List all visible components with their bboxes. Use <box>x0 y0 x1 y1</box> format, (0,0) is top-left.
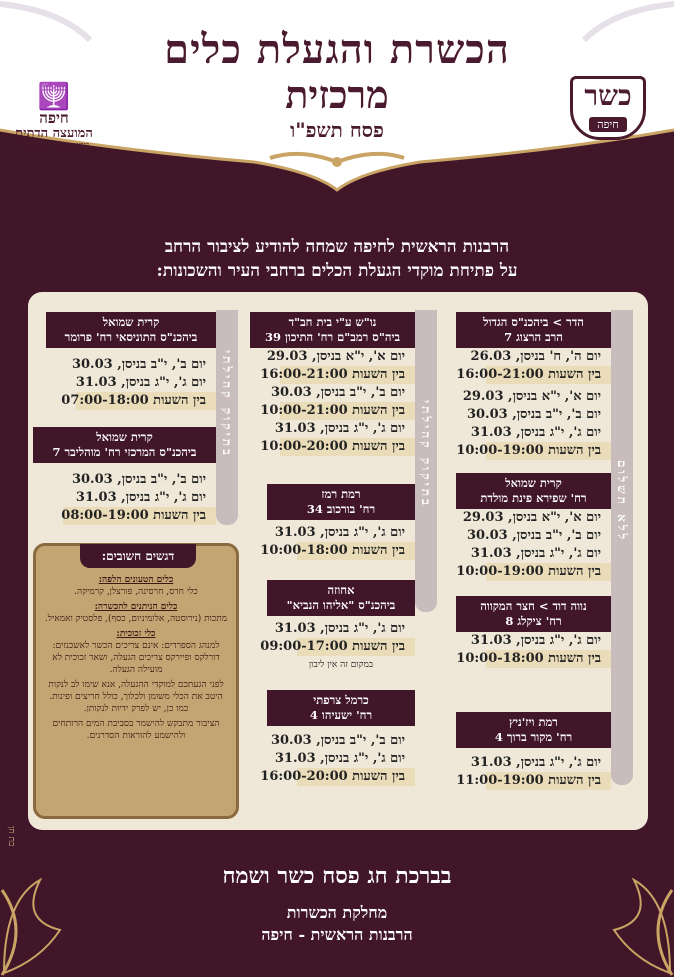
location-kiryat-shmuel-tunisian <box>46 312 216 410</box>
notes-text: הציבור מתבקש להישמר בסביבת המים הרותחים ולהישמע להוראות הסדרנים. <box>52 719 220 741</box>
notes-text: כלי חרס, חרסינה, פורצלן, קרמיקה. <box>74 587 198 597</box>
intro-line-1: הרבנות הראשית לחיפה שמחה להודיע לציבור הרחב <box>164 237 510 257</box>
location-kiryat-shmuel-shapira <box>456 473 611 581</box>
date-row: יום ג', י"ג בניסן, 31.03 <box>75 490 206 505</box>
date-row: יום ג', י"ג בניסן, 31.03 <box>274 621 405 636</box>
location-header <box>456 596 611 632</box>
hours-row: בין השעות 16:00-20:00 <box>297 768 415 786</box>
date-row: יום א', י"א בניסן, 29.03 <box>266 349 405 364</box>
location-hadar <box>456 312 611 460</box>
hours-row: בין השעות 16:00-21:00 <box>280 366 415 384</box>
hours-row: בין השעות 10:00-18:00 <box>297 542 415 560</box>
location-name: אחוזה <box>327 583 355 597</box>
page-title-line2: מרכזית <box>285 72 389 117</box>
date-row: יום ג', י"ג בניסן, 31.03 <box>274 525 405 540</box>
location-name: קרית שמואל <box>102 315 160 329</box>
location-name: נווה דוד > חצר המקווה <box>480 599 587 613</box>
important-notes <box>33 543 239 819</box>
location-note: במקום זה אין ליבון <box>308 660 374 670</box>
kosher-logo <box>570 76 646 140</box>
location-chabad <box>250 312 415 456</box>
date-row: יום ג', י"ג בניסן, 31.03 <box>470 755 601 770</box>
location-address: רח' מקור ברוך 4 <box>494 730 573 744</box>
date-row: יום א', י"א בניסן, 29.03 <box>462 510 601 525</box>
band-left <box>216 310 238 525</box>
date-row: יום ג', י"ג בניסן, 31.03 <box>470 425 601 440</box>
notes-text: למנהג הספרדים: אינם צריכים הכשר לאשכנזים: דורלקס ופיירקס צריכים הגעלה, ושאר זכוכית לא מועילה הגעלה. <box>52 641 220 675</box>
location-address: ביהכנ"ס המרכזי רח' מוהליבר 7 <box>52 445 197 459</box>
footer-department: מחלקת הכשרות <box>286 903 388 922</box>
intro-text <box>0 235 674 283</box>
band-middle <box>415 310 437 612</box>
intro-line-2: על פתיחת מוקדי הגעלת הכלים ברחבי העיר והשכונות: <box>156 261 518 281</box>
location-name: רמת רמז <box>321 487 361 501</box>
religious-council-logo <box>6 82 102 149</box>
date-row: יום ג', י"ג בניסן, 31.03 <box>274 421 405 436</box>
location-header <box>46 312 216 348</box>
location-header <box>33 427 216 463</box>
hours-row: בין השעות 11:00-19:00 <box>486 772 611 790</box>
band-middle-text: בתיקוק קהילתי <box>419 400 433 508</box>
location-address: ביה"ס רמב"ם רח' התיכון 39 <box>264 330 401 344</box>
kosher-logo-text: כשר <box>584 79 632 112</box>
band-left-text: בתיקוק קהילתי <box>220 350 234 458</box>
date-row: יום ב', י"ב בניסן, 30.03 <box>270 385 405 400</box>
location-ramat-vizhnitz <box>456 712 611 790</box>
date-row: יום ה', ח' בניסן, 26.03 <box>470 349 601 364</box>
location-achuza <box>260 580 415 674</box>
date-row: יום ג', י"ג בניסן, 31.03 <box>75 375 206 390</box>
band-right <box>611 310 633 785</box>
date-row: יום ג', י"ג בניסן, 31.03 <box>470 546 601 561</box>
location-address: רח' ציקלג 8 <box>505 614 562 628</box>
location-address: רח' בורכוב 34 <box>306 502 376 516</box>
date-row: יום ב', י"ב בניסן, 30.03 <box>270 733 405 748</box>
location-name: נו"ש ע"י בית חב"ד <box>288 315 377 329</box>
date-row: יום ב', י"ב בניסן, 30.03 <box>71 357 206 372</box>
location-name: הדר > ביהכנ"ס הגדול <box>483 315 584 329</box>
location-name: רמת ויז'ניץ <box>509 715 558 729</box>
council-city: חיפה <box>39 109 69 127</box>
location-name: כרמל צרפתי <box>313 693 369 707</box>
date-row: יום ב', י"ב בניסן, 30.03 <box>71 472 206 487</box>
notes-heading: כלים הטעונים הלפה: <box>98 575 174 585</box>
hours-row: בין השעות 07:00-18:00 <box>76 392 216 410</box>
notes-heading: כלי זכוכית: <box>116 629 156 639</box>
location-address: ביהכנ"ס התוניסאי רח' פרומר <box>64 330 198 344</box>
location-kiryat-shmuel-central <box>33 427 216 525</box>
location-header <box>250 312 415 348</box>
hours-row: בין השעות 10:00-18:00 <box>486 650 611 668</box>
notes-body <box>42 574 230 745</box>
location-header <box>456 712 611 748</box>
page-subtitle: פסח תשפ"ו <box>290 118 384 142</box>
page-title: הכשרת והגעלת כלים <box>164 26 510 73</box>
hours-row: בין השעות 09:00-17:00 <box>297 638 415 656</box>
location-address: הרב הרצוג 7 <box>504 330 563 344</box>
location-address: ביהכנ"ס "אליהו הנביא" <box>286 598 396 612</box>
designer-credit: בת חן <box>6 826 16 847</box>
location-name: קרית שמואל <box>505 476 562 490</box>
council-name: המועצה הדתית <box>15 126 93 141</box>
location-carmel-tzarfati <box>260 690 415 786</box>
kosher-logo-city: חיפה <box>589 117 626 132</box>
notes-text: מתכות (נירוסטה, אלומיניום, כסף), פלסטיק ואמאיל. <box>44 614 228 624</box>
notes-heading: כלים הניתנים להכשרה: <box>94 602 178 612</box>
date-row: יום ב', י"ב בניסן, 30.03 <box>466 528 601 543</box>
menorah-icon: 🕎 <box>37 82 71 112</box>
location-header <box>267 484 415 520</box>
location-header <box>267 690 415 726</box>
hours-row: בין השעות 10:00-20:00 <box>280 438 415 456</box>
location-address: רח' ישעיהו 4 <box>309 708 373 722</box>
council-slogan: מורשת. חיבור. התחדשות. <box>18 141 90 149</box>
band-right-text: ללא תשלום <box>615 460 629 543</box>
notes-text: לפני הגעתכם למוקדי ההגעלה, אנא שימו לב לנקות היטב את הכלי משומן ולכלוך, כולל חריצים ופינות. כמו כן, יש לפרק ידיות לנקותן. <box>48 680 224 714</box>
hours-row: בין השעות 10:00-19:00 <box>486 563 611 581</box>
location-header <box>267 580 415 616</box>
location-header <box>456 312 611 348</box>
location-name: קרית שמואל <box>96 430 153 444</box>
hours-row: בין השעות 08:00-19:00 <box>63 507 216 525</box>
footer-rabbinate: הרבנות הראשית - חיפה <box>261 925 413 944</box>
location-ramat-remez <box>260 484 415 560</box>
date-row: יום ג', י"ג בניסן, 31.03 <box>274 751 405 766</box>
footer-greeting: בברכת חג פסח כשר ושמח <box>222 863 452 889</box>
hours-row: בין השעות 10:00-19:00 <box>486 442 611 460</box>
footer <box>0 862 674 946</box>
header <box>0 0 674 190</box>
date-row: יום ב', י"ב בניסן, 30.03 <box>466 407 601 422</box>
date-row: יום א', י"א בניסן, 29.03 <box>462 389 601 404</box>
hours-row: בין השעות 10:00-21:00 <box>280 402 415 420</box>
location-neve-david <box>456 596 611 668</box>
location-address: רח' שפירא פינת מולדת <box>480 491 587 505</box>
hours-row: בין השעות 16:00-21:00 <box>486 366 611 384</box>
notes-title: דגשים חשובים: <box>80 544 196 568</box>
location-header <box>456 473 611 509</box>
date-row: יום ג', י"ג בניסן, 31.03 <box>470 633 601 648</box>
